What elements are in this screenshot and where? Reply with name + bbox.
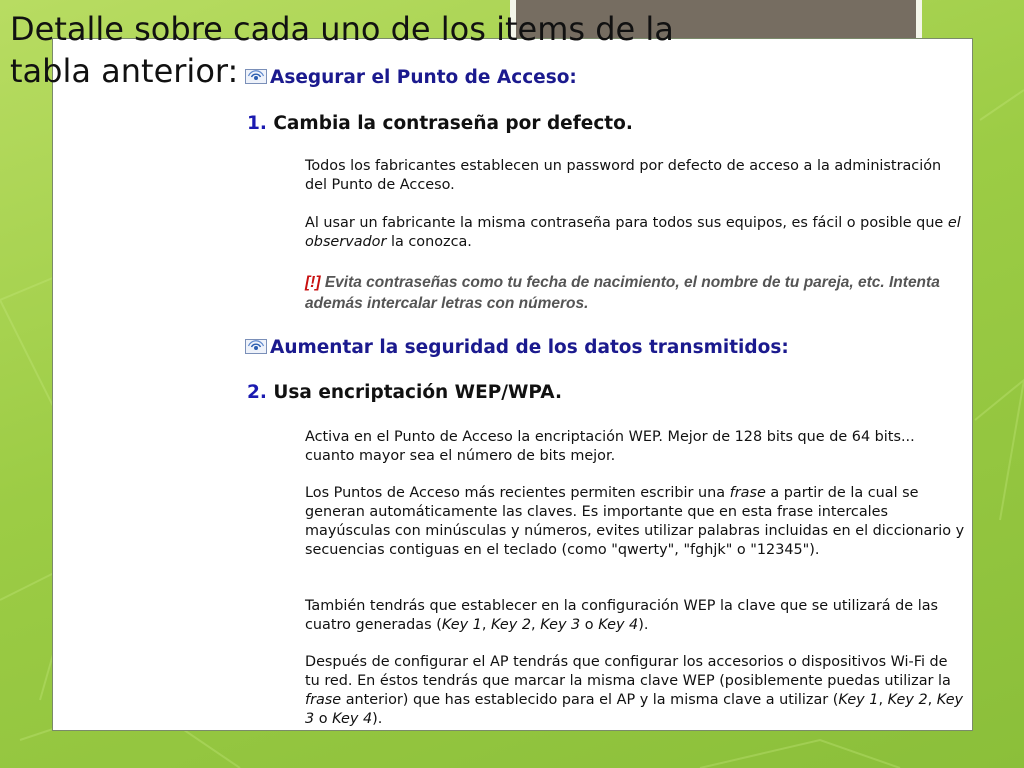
paragraph-2-3 [305, 597, 965, 635]
warning-text: Evita contraseñas como tu fecha de nacimiento, el nombre de tu pareja, etc. Intenta además intercalar letras con números. [305, 274, 940, 312]
text-run: anterior) que has establecido para el AP y la misma clave a utilizar ( [341, 692, 839, 708]
text-run-italic: Key 3 [540, 617, 581, 633]
section-header-text-1: Asegurar el Punto de Acceso: [270, 67, 577, 88]
wifi-icon [245, 339, 267, 354]
text-run-italic: Key 3 [305, 692, 964, 727]
text-run: o [580, 617, 599, 633]
paragraph-2-2 [305, 484, 965, 560]
text-run-italic: Key 4 [332, 711, 373, 727]
text-run-italic: Key 1 [838, 692, 879, 708]
text-run-italic: Key 4 [598, 617, 639, 633]
text-run: ). [372, 711, 383, 727]
text-run: , [878, 692, 888, 708]
text-run: , [481, 617, 491, 633]
text-run: o [314, 711, 333, 727]
warning-mark: [!] [305, 274, 321, 291]
item-number-2: 2. [247, 382, 267, 403]
text-run: a partir de la cual se generan automáticamente las claves. Es importante que en esta frase intercales mayúsculas con minúsculas y números, evites utilizar palabras incluidas en el diccionario y secuencias contiguas en el teclado (como "qwerty", "fghjk" o "12345"). [305, 485, 965, 558]
section-header-2 [245, 337, 789, 358]
item-title-1: Cambia la contraseña por defecto. [273, 113, 633, 134]
text-run: , [927, 692, 937, 708]
text-run: Después de configurar el AP tendrás que configurar los accesorios o dispositivos Wi-Fi de tu red. En éstos tendrás que marcar la misma clave WEP (posiblemente puedas utilizar la [305, 654, 951, 689]
text-run: Los Puntos de Acceso más recientes permiten escribir una [305, 485, 730, 501]
section-header-text-2: Aumentar la seguridad de los datos transmitidos: [270, 337, 789, 358]
text-run-italic: el observador [305, 215, 961, 250]
text-run: Al usar un fabricante la misma contraseña para todos sus equipos, es fácil o posible que [305, 215, 948, 231]
paragraph-2-1: Activa en el Punto de Acceso la encriptación WEP. Mejor de 128 bits que de 64 bits... cuanto mayor sea el número de bits mejor. [305, 429, 915, 464]
text-run: También tendrás que establecer en la configuración WEP la clave que se utilizará de las cuatro generadas ( [305, 598, 939, 633]
item-title-2: Usa encriptación WEP/WPA. [273, 382, 562, 403]
text-run-italic: frase [305, 692, 342, 708]
item-heading-2 [247, 382, 562, 403]
content-screenshot [52, 38, 973, 731]
text-run-italic: frase [729, 485, 766, 501]
text-run: la conozca. [386, 234, 472, 250]
paragraph-2-4 [305, 653, 965, 729]
text-run: , [531, 617, 541, 633]
text-run-italic: Key 2 [887, 692, 928, 708]
text-run: ). [638, 617, 649, 633]
slide-title: Detalle sobre cada uno de los items de la tabla anterior: [10, 10, 674, 90]
paragraph-1-1: Todos los fabricantes establecen un password por defecto de acceso a la administración del Punto de Acceso. [305, 158, 942, 193]
warning-note [305, 272, 965, 314]
text-run-italic: Key 1 [441, 617, 482, 633]
item-number-1: 1. [247, 113, 267, 134]
text-run-italic: Key 2 [491, 617, 532, 633]
item-heading-1 [247, 113, 633, 134]
paragraph-1-2 [305, 214, 965, 252]
